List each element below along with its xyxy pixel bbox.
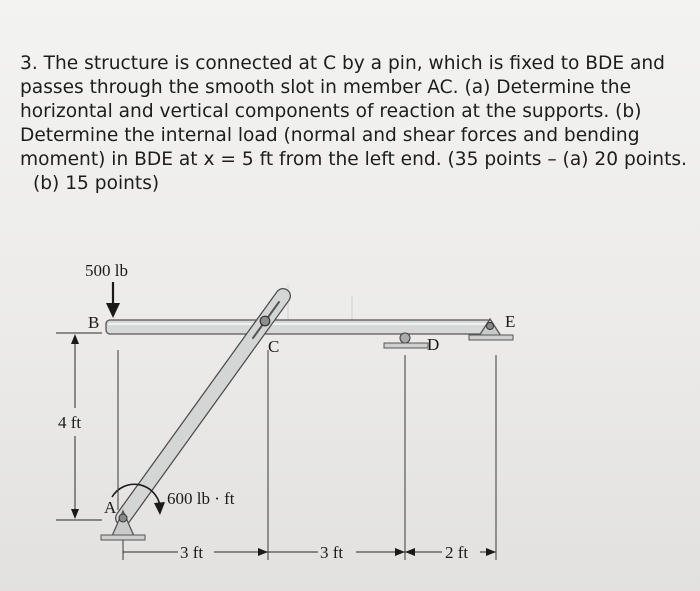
height-arrow-bottom xyxy=(71,509,79,519)
moment-label: 600 lb · ft xyxy=(167,489,235,508)
force-label: 500 lb xyxy=(85,261,128,280)
pin-e xyxy=(487,323,494,330)
problem-line-6: (b) 15 points) xyxy=(33,173,160,194)
dim-arrow-d-left xyxy=(395,548,405,556)
faint-lines xyxy=(288,285,352,322)
roller-d xyxy=(400,333,410,343)
height-label: 4 ft xyxy=(58,413,82,432)
point-a-label: A xyxy=(104,498,117,517)
force-arrow-head xyxy=(106,303,120,318)
ground-a xyxy=(101,535,145,540)
pin-a xyxy=(119,514,127,522)
point-c-label: C xyxy=(268,337,280,356)
ground-d xyxy=(384,343,428,348)
ground-e xyxy=(469,335,513,340)
problem-line-5: moment) in BDE at x = 5 ft from the left end. (35 points – (a) 20 points. xyxy=(20,149,687,170)
problem-line-3: horizontal and vertical components of reaction at the supports. (b) xyxy=(20,101,642,122)
point-d-label: D xyxy=(427,335,440,354)
point-e-label: E xyxy=(505,312,516,331)
height-arrow-top xyxy=(71,334,79,344)
moment-arrow-head xyxy=(154,502,165,515)
dim-arrow-e xyxy=(486,548,496,556)
dim-arrow-d-right xyxy=(405,548,415,556)
dim-2-label: 3 ft xyxy=(320,543,344,562)
dim-arrow-c xyxy=(258,548,268,556)
problem-line-2: passes through the smooth slot in member AC. (a) Determine the xyxy=(20,77,632,98)
dim-1-label: 3 ft xyxy=(180,543,204,562)
beam-bde xyxy=(106,320,492,334)
point-b-label: B xyxy=(88,313,100,332)
pin-c xyxy=(260,316,270,326)
dim-3-label: 2 ft xyxy=(445,543,469,562)
problem-line-1: 3. The structure is connected at C by a pin, which is fixed to BDE and xyxy=(20,53,665,74)
problem-line-4: Determine the internal load (normal and shear forces and bending xyxy=(20,125,640,146)
